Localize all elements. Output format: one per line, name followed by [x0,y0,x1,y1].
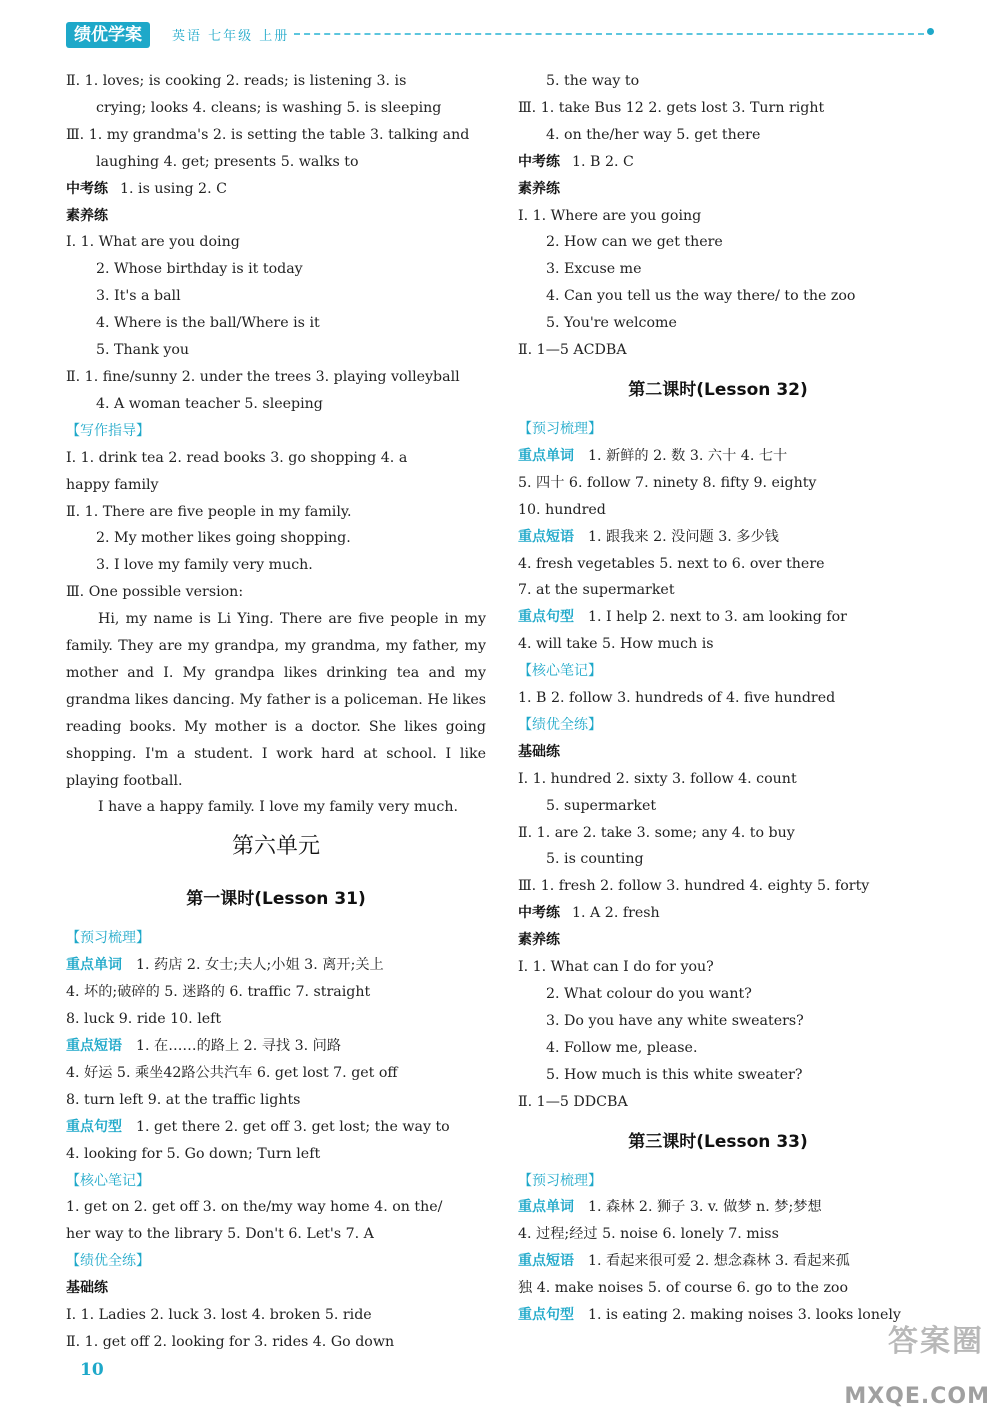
section-label: 基础练 [518,743,560,760]
answer-line: Ⅰ. 1. Where are you going [518,207,702,224]
answer-line: Ⅰ. 1. hundred 2. sixty 3. follow 4. count [518,770,797,787]
unit-title: 第六单元 [231,834,320,860]
section-label: 中考练 [66,180,108,197]
tag-text: 绩优全练 [80,1253,136,1270]
answer-line [518,1248,918,1275]
answer-line: 4. 坏的;破碎的 5. 迷路的 6. traffic 7. straight [66,984,371,1001]
header-divider [294,33,924,35]
subsection-tag: 重点短语 [66,1038,122,1054]
answer-line: 1. get on 2. get off 3. on the/my way home 4. on the/ [66,1199,443,1216]
section-label: 素养练 [518,932,560,949]
answer-line: 8. luck 9. ride 10. left [66,1011,222,1028]
subject-label: 英语 七年级 上册 [172,29,290,44]
answer-line: laughing 4. get; presents 5. walks to [96,153,359,170]
answer-line [518,1302,918,1329]
answer-line: Ⅱ. 1. are 2. take 3. some; any 4. to buy [518,824,795,841]
tag-text: 写作指导 [80,422,136,439]
answer-line: 3. Do you have any white sweaters? [546,1012,804,1029]
answer-line: 4. Where is the ball/Where is it [96,315,320,332]
answer-line: 独 4. make noises 5. of course 6. go to the zoo [518,1280,849,1297]
answer-line [518,524,918,551]
answer-line: 5. the way to [546,73,640,89]
essay-paragraph: Hi, my name is Li Ying. There are five people in my family. They are my grandpa, my grandma, my father, my mother and I. My grandpa likes drinking tea and my grandma likes dancing. My father is a policeman. He likes reading books. My mother is a doctor. She likes going shopping. I'm a student. I work hard at school. I like playing football. [66,611,486,789]
answer-line: 5. How much is this white sweater? [546,1066,803,1083]
left-column [66,68,486,1356]
tag-text: 绩优全练 [532,716,588,733]
answer-line: happy family [66,476,159,493]
answer-line: 2. My mother likes going shopping. [96,530,351,547]
answer-line: 4. 好运 5. 乘坐42路公共汽车 6. get lost 7. get off [66,1064,398,1081]
answer-line: 5. is counting [546,851,644,868]
zhongkao-section [66,176,486,203]
answer-text: 1. 森林 2. 狮子 3. v. 做梦 n. 梦;梦想 [588,1199,822,1216]
answer-line [66,952,486,979]
answer-line: Ⅱ. 1. fine/sunny 2. under the trees 3. playing volleyball [66,368,460,385]
answer-line: 1. B 2. follow 3. hundreds of 4. five hundred [518,690,836,707]
answer-line: Ⅲ. 1. fresh 2. follow 3. hundred 4. eighty 5. forty [518,878,870,895]
brand-logo: 绩优学案 [66,22,150,48]
answer-line: Ⅱ. 1. There are five people in my family. [66,503,352,520]
tag-text: 核心笔记 [532,663,588,680]
answer-line: 2. How can we get there [546,234,723,251]
answer-line: 4. on the/her way 5. get there [546,126,761,143]
section-tag: 【预习梳理】 [66,930,150,947]
suyang-section [518,176,918,203]
lesson-title: 第二课时(Lesson 32) [628,379,808,400]
answer-line: Ⅰ. 1. What are you doing [66,234,240,251]
subsection-tag: 重点单词 [66,957,122,974]
answer-text: 1. get there 2. get off 3. get lost; the way to [136,1118,450,1135]
answer-line: Ⅲ. 1. take Bus 12 2. gets lost 3. Turn right [518,99,825,116]
answer-text: 1. is eating 2. making noises 3. looks lonely [588,1307,901,1324]
answer-line: 10. hundred [518,501,606,518]
section-tag: 【绩优全练】 [66,1253,150,1270]
watermark-logo: 答案圈 [888,1324,984,1359]
answer-line: 4. will take 5. How much is [518,636,714,653]
tag-text: 预习梳理 [532,420,588,437]
lesson-title: 第一课时(Lesson 31) [186,889,366,910]
subsection-tag: 重点单词 [518,1199,574,1216]
header-dot [927,28,934,35]
jichu-section [518,739,918,766]
suyang-section [66,203,486,230]
section-tag: 【写作指导】 [66,422,150,439]
answer-line: Ⅱ. 1—5 DDCBA [518,1093,628,1110]
answer-text: 1. 药店 2. 女士;夫人;小姐 3. 离开;关上 [136,957,384,974]
page-number: 10 [80,1360,104,1380]
section-tag: 【预习梳理】 [518,1172,602,1189]
answer-line: Ⅱ. 1—5 ACDBA [518,342,627,359]
answer-text: 1. 跟我来 2. 没问题 3. 多少钱 [588,528,779,545]
answer-text: 1. B 2. C [572,153,634,170]
section-label: 中考练 [518,905,560,922]
answer-line: 5. 四十 6. follow 7. ninety 8. fifty 9. eighty [518,474,817,491]
answer-line: 3. I love my family very much. [96,557,313,574]
answer-line [66,1114,486,1141]
section-label: 素养练 [518,180,560,197]
answer-line: 2. What colour do you want? [546,986,752,1002]
answer-text: 1. is using 2. C [120,180,227,197]
section-label: 素养练 [66,207,108,224]
answer-line [518,1194,918,1221]
answer-line: Ⅲ. 1. my grandma's 2. is setting the table 3. talking and [66,126,470,143]
tag-text: 预习梳理 [80,930,136,947]
subsection-tag: 重点句型 [66,1118,122,1135]
answer-line: 5. Thank you [96,342,190,359]
sample-essay [66,606,486,821]
answer-line [518,604,918,631]
answer-text: 1. A 2. fresh [572,905,660,922]
jichu-section [66,1275,486,1302]
answer-line: Ⅰ. 1. drink tea 2. read books 3. go shopping 4. a [66,449,408,466]
subsection-tag: 重点单词 [518,447,574,464]
section-label: 中考练 [518,153,560,170]
answer-line: 5. supermarket [546,797,657,814]
answer-line: 4. A woman teacher 5. sleeping [96,395,323,412]
subsection-tag: 重点句型 [518,1307,574,1324]
answer-line: 4. looking for 5. Go down; Turn left [66,1145,321,1162]
answer-line: 2. Whose birthday is it today [96,261,303,278]
subsection-tag: 重点句型 [518,609,574,626]
answer-line: 7. at the supermarket [518,582,675,599]
section-label: 基础练 [66,1280,108,1297]
answer-line: crying; looks 4. cleans; is washing 5. is sleeping [96,99,442,116]
section-tag: 【核心笔记】 [518,663,602,680]
answer-line: 4. fresh vegetables 5. next to 6. over there [518,555,825,572]
answer-line: Ⅲ. One possible version: [66,584,244,601]
answer-line: Ⅰ. 1. What can I do for you? [518,959,714,976]
answer-text: 1. I help 2. next to 3. am looking for [588,609,847,626]
answer-text: 1. 新鲜的 2. 数 3. 六十 4. 七十 [588,447,788,464]
subsection-tag: 重点短语 [518,528,574,545]
answer-line: 4. Can you tell us the way there/ to the zoo [546,288,856,305]
section-tag: 【核心笔记】 [66,1172,150,1189]
answer-line: 4. 过程;经过 5. noise 6. lonely 7. miss [518,1226,779,1243]
zhongkao-section [518,149,918,176]
answer-text: 1. 在……的路上 2. 寻找 3. 问路 [136,1038,342,1054]
answer-line: her way to the library 5. Don't 6. Let's 7. A [66,1226,374,1243]
lesson-title: 第三课时(Lesson 33) [628,1131,808,1152]
section-tag: 【预习梳理】 [518,420,602,437]
answer-line [518,443,918,470]
answer-line: 3. It's a ball [96,288,181,305]
answer-line: 8. turn left 9. at the traffic lights [66,1091,301,1108]
tag-text: 预习梳理 [532,1172,588,1189]
suyang-section [518,927,918,954]
answer-text: 1. 看起来很可爱 2. 想念森林 3. 看起来孤 [588,1253,850,1270]
subsection-tag: 重点短语 [518,1253,574,1270]
answer-line: 4. Follow me, please. [546,1039,698,1056]
tag-text: 核心笔记 [80,1172,136,1189]
right-column [518,68,918,1329]
answer-line: Ⅰ. 1. Ladies 2. luck 3. lost 4. broken 5. ride [66,1307,372,1324]
page-header [62,18,942,52]
answer-line: Ⅱ. 1. get off 2. looking for 3. rides 4. Go down [66,1333,395,1350]
watermark-url: MXQE.COM [844,1384,990,1409]
essay-paragraph: I have a happy family. I love my family very much. [98,799,459,816]
answer-line [66,1033,486,1060]
answer-line: 3. Excuse me [546,261,642,278]
answer-line: Ⅱ. 1. loves; is cooking 2. reads; is listening 3. is [66,73,407,89]
answer-line: 5. You're welcome [546,315,677,332]
zhongkao-section [518,900,918,927]
section-tag: 【绩优全练】 [518,716,602,733]
